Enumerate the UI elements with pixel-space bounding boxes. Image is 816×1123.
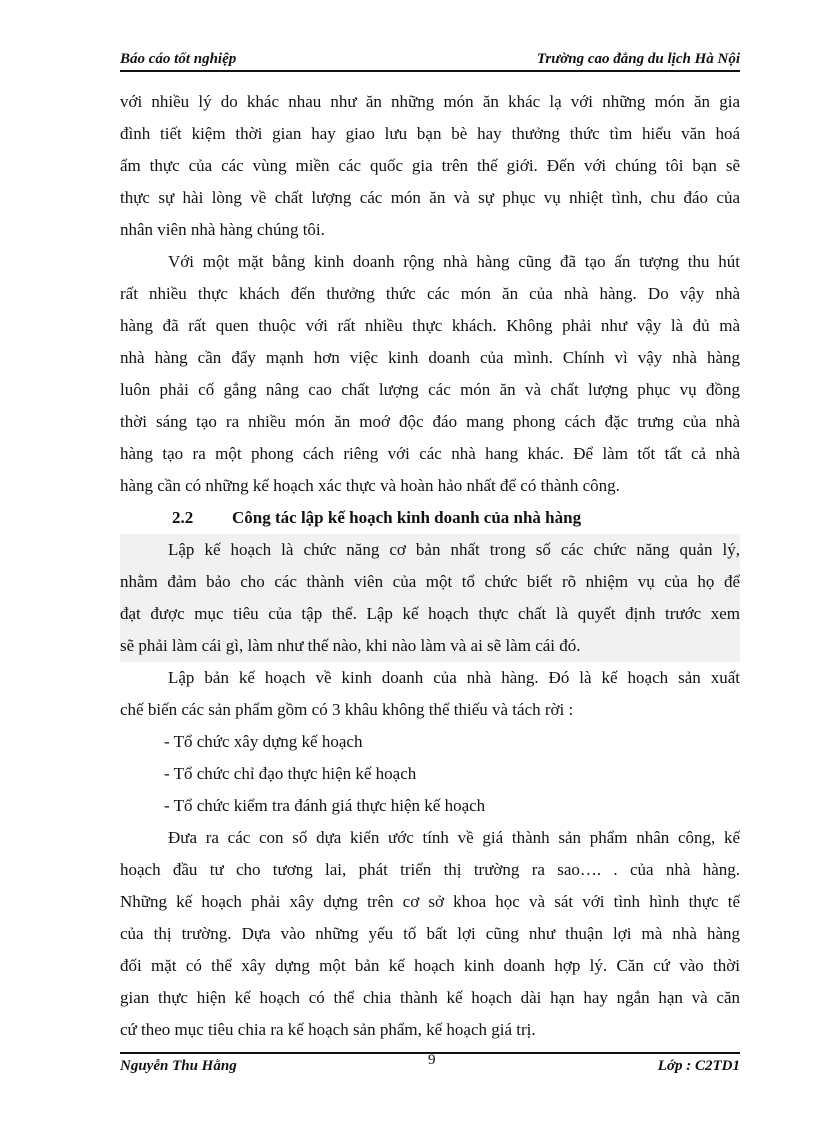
section-number: 2.2	[172, 508, 194, 527]
paragraph-line: của thị trường. Dựa vào những yếu tố bất lợi cũng như thuận lợi mà nhà hàng	[120, 924, 740, 943]
list-item: - Tổ chức kiểm tra đánh giá thực hiện kế hoạch	[164, 796, 486, 815]
paragraph-line: đình tiết kiệm thời gian hay giao lưu bạn bè hay thưởng thức tìm hiểu văn hoá	[120, 124, 740, 143]
paragraph-line: Với một mặt bằng kinh doanh rộng nhà hàng cũng đã tạo ấn tượng thu hút	[168, 252, 740, 271]
header-report-title: Báo cáo tốt nghiệp	[120, 51, 237, 67]
paragraph-line: nhân viên nhà hàng chúng tôi.	[120, 220, 325, 239]
paragraph-line: đạt được mục tiêu của tập thể. Lập kế hoạch thực chất là quyết định trước xem	[120, 604, 740, 623]
paragraph-line: chế biến các sản phẩm gồm có 3 khâu không thể thiếu và tách rời :	[120, 700, 574, 719]
list-item: - Tổ chức chỉ đạo thực hiện kế hoạch	[164, 764, 417, 783]
page-number: 9	[428, 1052, 436, 1068]
paragraph-line: hàng cần có những kế hoạch xác thực và hoàn hảo nhất để có thành công.	[120, 476, 620, 495]
page-footer	[120, 1052, 740, 1080]
page-body	[120, 86, 740, 1046]
paragraph-line: thời sáng tạo ra nhiều món ăn moớ độc đáo mang phong cách đặc trưng của nhà	[120, 412, 740, 431]
paragraph-line: hàng tạo ra một phong cách riêng với các nhà hang khác. Để làm tốt tất cả nhà	[120, 444, 740, 463]
list-item: - Tổ chức xây dựng kế hoạch	[164, 732, 363, 751]
footer-author: Nguyễn Thu Hằng	[120, 1058, 237, 1074]
paragraph-line: đối mặt có thể xây dựng một bản kế hoạch kinh doanh hợp lý. Căn cứ vào thời	[120, 956, 740, 975]
section-heading	[120, 502, 740, 534]
section-title: Công tác lập kế hoạch kinh doanh của nhà hàng	[232, 508, 582, 527]
paragraph-line: gian thực hiện kế hoạch có thể chia thành kế hoạch dài hạn hay ngắn hạn và căn	[120, 988, 740, 1007]
paragraph-line: Lập kế hoạch là chức năng cơ bản nhất trong số các chức năng quản lý,	[168, 540, 740, 559]
paragraph-line: sẽ phải làm cái gì, làm như thế nào, khi nào làm và ai sẽ làm cái đó.	[120, 636, 581, 655]
paragraph-line: thực sự hài lòng về chất lượng các món ăn và sự phục vụ nhiệt tình, chu đáo của	[120, 188, 740, 207]
paragraph-line: hàng đã rất quen thuộc với rất nhiều thực khách. Không phải như vậy là đủ mà	[120, 316, 740, 335]
page-header	[120, 48, 740, 72]
paragraph-line: nhằm đảm bảo cho các thành viên của một tổ chức biết rõ nhiệm vụ của họ để	[120, 572, 740, 591]
paragraph-line: nhà hàng cần đẩy mạnh hơn việc kinh doanh của mình. Chính vì vậy nhà hàng	[120, 348, 740, 367]
paragraph-line: Những kế hoạch phải xây dựng trên cơ sở khoa học và sát với tình hình thực tế	[120, 892, 740, 911]
shaded-paragraph	[120, 534, 740, 662]
paragraph-line: luôn phải cố gắng nâng cao chất lượng các món ăn và chất lượng phục vụ đồng	[120, 380, 740, 399]
footer-class: Lớp : C2TD1	[657, 1058, 740, 1074]
paragraph-line: Đưa ra các con số dựa kiến ước tính về giá thành sản phẩm nhân công, kế	[168, 828, 740, 847]
paragraph-line: Lập bản kế hoạch về kinh doanh của nhà hàng. Đó là kế hoạch sản xuất	[168, 668, 740, 687]
paragraph-line: với nhiều lý do khác nhau như ăn những món ăn khác lạ với những món ăn gia	[120, 92, 740, 111]
header-school-name: Trường cao đẳng du lịch Hà Nội	[536, 51, 740, 67]
paragraph-line: ẩm thực của các vùng miền các quốc gia trên thế giới. Đến với chúng tôi bạn sẽ	[120, 156, 740, 175]
paragraph-line: hoạch đầu tư cho tương lai, phát triển thị trường ra sao…. . của nhà hàng.	[120, 860, 740, 879]
paragraph-line: cứ theo mục tiêu chia ra kế hoạch sản phẩm, kế hoạch giá trị.	[120, 1020, 536, 1039]
paragraph-line: rất nhiều thực khách đến thưởng thức các món ăn của nhà hàng. Do vậy nhà	[120, 284, 740, 303]
